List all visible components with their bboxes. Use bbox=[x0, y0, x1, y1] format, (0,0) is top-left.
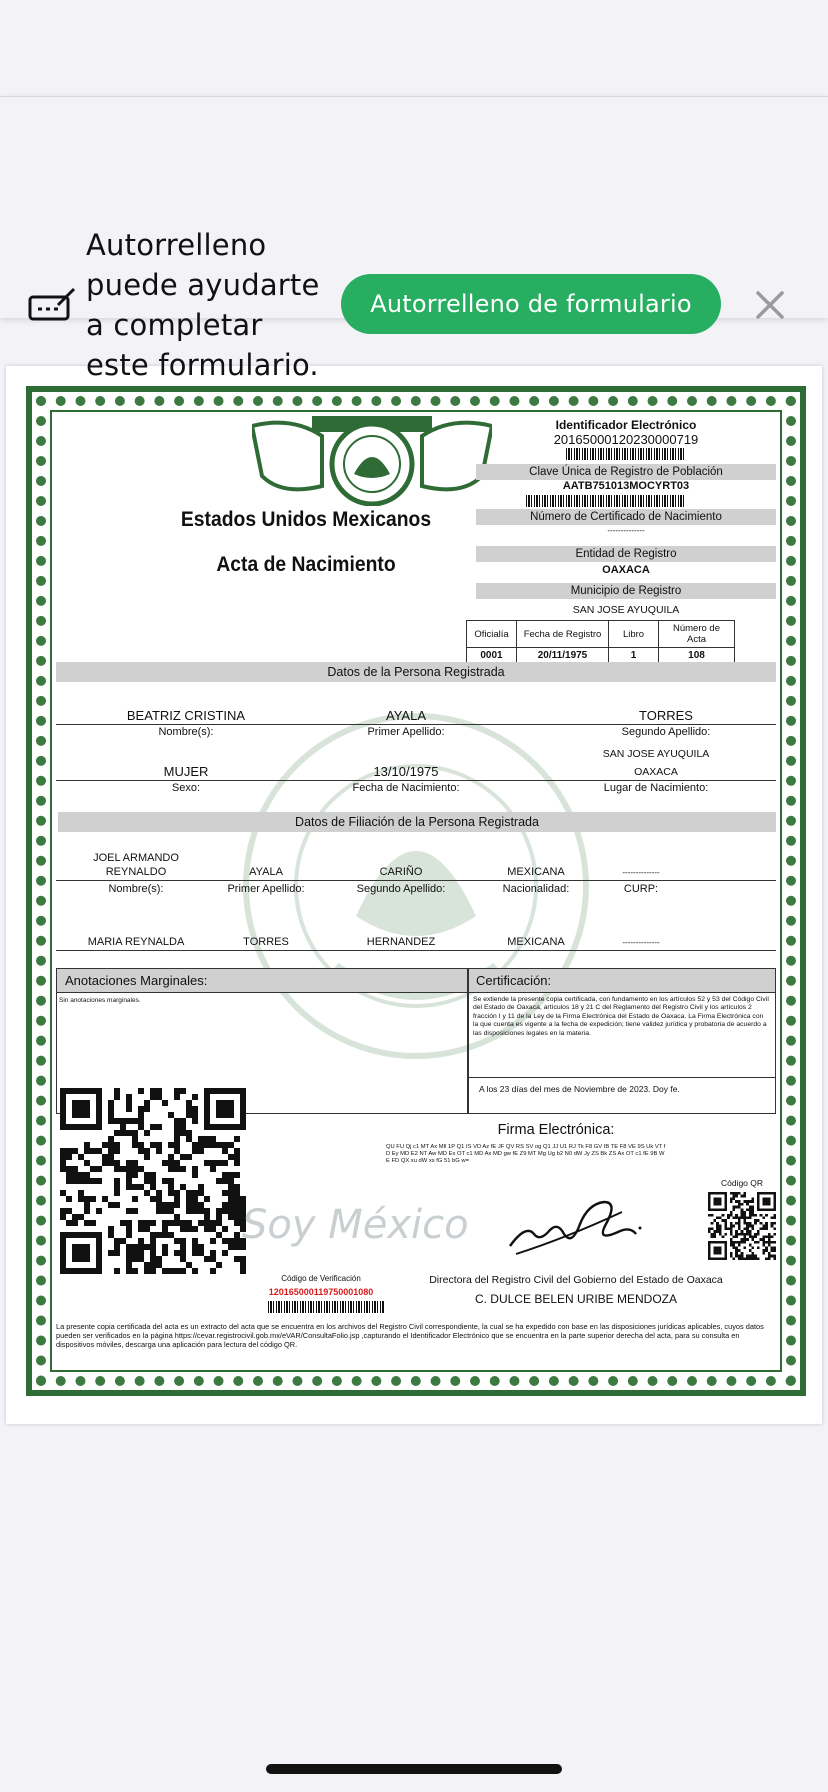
persona-fecha: 13/10/1975 bbox=[373, 764, 439, 779]
persona-lugar-label: Lugar de Nacimiento: bbox=[603, 782, 709, 794]
certificacion-text: Se extiende la presente copia certificada, con fundamento en los artículos 52 y 53 del Código Civil del Estado de Oaxaca, artículos 18 y 21 C del Reglamento del Registro Civil y los artículos 2 fracción I y 11 de la Ley de la Firma Electrónica del Estado de Oaxaca. La Firma Electrónica con la que cuenta es vigente a la fecha de expedición; tiene validez jurídica y probatoria de acuerdo a las disposiciones legales en la materia. bbox=[473, 996, 769, 1037]
electronic-id-label: Identificador Electrónico bbox=[555, 418, 697, 432]
watermark-seal bbox=[236, 706, 596, 1066]
annotations-certification-box bbox=[56, 968, 776, 1114]
municipality-value: SAN JOSE AYUQUILA bbox=[572, 604, 680, 616]
signature-drawing bbox=[506, 1194, 646, 1258]
persona-section-header: Datos de la Persona Registrada bbox=[56, 662, 776, 682]
padre-nombre2: REYNALDO bbox=[105, 866, 167, 878]
id-barcode bbox=[566, 448, 686, 460]
divider bbox=[56, 724, 776, 725]
padre-apellido2: CARIÑO bbox=[379, 866, 423, 878]
divider bbox=[467, 969, 469, 1113]
madre-nacionalidad: MEXICANA bbox=[507, 936, 565, 948]
qr-code-small bbox=[708, 1192, 776, 1260]
divider bbox=[56, 880, 776, 881]
qr-code-main bbox=[60, 1088, 246, 1274]
divider bbox=[56, 950, 776, 951]
document-title: Acta de Nacimiento bbox=[216, 553, 396, 576]
curp-barcode bbox=[526, 495, 686, 507]
padre-curp: -------------- bbox=[622, 868, 660, 877]
legal-footer: La presente copia certificada del acta es un extracto del acta que se encuentra en los archivos del Registro Civil correspondiente, la cual se ha expedido con base en las disposiciones jurídicas aplicables, cuyos datos pueden ser verificados en la página https://cevar.registrocivil.gob.mx/eVAR/ConsultaFolio.jsp ,capturando el Identificador Electrónico que se encuentra en la parte superior derecha del acta, para su consulta en dispositivos móviles, descarga una aplicación para lectura del código QR. bbox=[56, 1322, 764, 1349]
anotaciones-label: Anotaciones Marginales: bbox=[57, 969, 467, 993]
directora-name: C. DULCE BELEN URIBE MENDOZA bbox=[474, 1292, 678, 1306]
madre-curp: -------------- bbox=[622, 938, 660, 947]
autofill-message: Autorrelleno puede ayudarte a completar este formulario. bbox=[86, 228, 320, 382]
persona-fecha-label: Fecha de Nacimiento: bbox=[352, 782, 460, 794]
autofill-banner bbox=[0, 96, 828, 382]
certificate-label: Número de Certificado de Nacimiento bbox=[476, 509, 776, 525]
document-content bbox=[56, 416, 776, 1366]
value-numero-acta: 108 bbox=[659, 648, 735, 664]
curp-value: AATB751013MOCYRT03 bbox=[562, 480, 690, 492]
coat-of-arms-seal bbox=[252, 416, 492, 506]
certificacion-label: Certificación: bbox=[468, 969, 775, 993]
certificacion-fecha: A los 23 días del mes de Noviembre de 2023. Doy fe. bbox=[479, 1084, 680, 1094]
country-title: Estados Unidos Mexicanos bbox=[180, 508, 432, 531]
value-libro: 1 bbox=[609, 648, 659, 664]
madre-nombre: MARIA REYNALDA bbox=[87, 936, 185, 948]
document-page[interactable] bbox=[6, 366, 822, 1424]
persona-lugar1: SAN JOSE AYUQUILA bbox=[602, 748, 710, 760]
autofill-form-button[interactable]: Autorrelleno de formulario bbox=[341, 274, 721, 334]
header-libro: Libro bbox=[609, 621, 659, 648]
firma-label: Firma Electrónica: bbox=[497, 1122, 615, 1138]
close-icon[interactable] bbox=[752, 287, 788, 323]
persona-apellido2: TORRES bbox=[639, 708, 693, 723]
header-numero-acta: Número de Acta bbox=[659, 621, 735, 648]
home-indicator[interactable] bbox=[266, 1764, 562, 1774]
signature-icon bbox=[28, 287, 76, 323]
header-fecha-registro: Fecha de Registro bbox=[517, 621, 609, 648]
value-oficialia: 0001 bbox=[467, 648, 517, 664]
padre-nacionalidad-label: Nacionalidad: bbox=[502, 883, 570, 895]
padre-curp-label: CURP: bbox=[623, 883, 659, 895]
anotaciones-text: Sin anotaciones marginales. bbox=[59, 997, 141, 1004]
verification-barcode bbox=[268, 1301, 384, 1313]
persona-apellido1-label: Primer Apellido: bbox=[367, 726, 445, 738]
padre-nombre1: JOEL ARMANDO bbox=[93, 852, 179, 864]
header-oficialia: Oficialía bbox=[467, 621, 517, 648]
madre-apellido1: TORRES bbox=[243, 936, 289, 948]
madre-apellido2: HERNANDEZ bbox=[366, 936, 436, 948]
directora-title: Directora del Registro Civil del Gobierno del Estado de Oaxaca bbox=[429, 1274, 723, 1286]
entity-label: Entidad de Registro bbox=[476, 546, 776, 562]
divider bbox=[468, 1077, 775, 1078]
entity-value: OAXACA bbox=[602, 564, 650, 576]
qr-label: Código QR bbox=[720, 1178, 764, 1188]
persona-sexo-label: Sexo: bbox=[171, 782, 201, 794]
registration-table bbox=[466, 620, 735, 664]
padre-apellido1: AYALA bbox=[249, 866, 283, 878]
padre-apellido1-label: Primer Apellido: bbox=[227, 883, 305, 895]
soy-mexico-logo: Soy México bbox=[242, 1202, 469, 1248]
codigo-verificacion-value: 120165000119750001080 bbox=[268, 1287, 374, 1297]
padre-nacionalidad: MEXICANA bbox=[507, 866, 565, 878]
codigo-verificacion-label: Código de Verificación bbox=[281, 1274, 361, 1283]
document-border bbox=[26, 386, 806, 1396]
filiacion-section-header: Datos de Filiación de la Persona Registrada bbox=[58, 812, 776, 832]
value-fecha-registro: 20/11/1975 bbox=[517, 648, 609, 664]
persona-nombre-label: Nombre(s): bbox=[158, 726, 214, 738]
firma-hash: QU FU Qj c1 MT Ax MIl 1P Q1 IS VD Az fE JF QV RS SV og Q1 JJ U1 RJ Tk F8 GV IB TE F8 VE 9S Uk VT fD Ey MD E2 NT Aw MD Ex OT c1 MD Ax MD gw fE Z9 MT Mg Ug b2 N0 dW Jy ZS Bk ZS Ax OT c1 fE 9B WE FD QX xu dW xs fG 51 bG w= bbox=[386, 1144, 666, 1164]
persona-apellido1: AYALA bbox=[386, 708, 426, 723]
persona-nombre: BEATRIZ CRISTINA bbox=[126, 708, 246, 723]
persona-apellido2-label: Segundo Apellido: bbox=[621, 726, 711, 738]
divider bbox=[56, 780, 776, 781]
padre-apellido2-label: Segundo Apellido: bbox=[356, 883, 446, 895]
certificate-value: -------------- bbox=[607, 526, 645, 535]
persona-sexo: MUJER bbox=[163, 764, 209, 779]
curp-label: Clave Única de Registro de Población bbox=[476, 464, 776, 480]
persona-lugar2: OAXACA bbox=[634, 766, 678, 778]
municipality-label: Municipio de Registro bbox=[476, 583, 776, 599]
electronic-id-value: 20165000120230000719 bbox=[553, 432, 699, 447]
padre-nombre-label: Nombre(s): bbox=[108, 883, 164, 895]
